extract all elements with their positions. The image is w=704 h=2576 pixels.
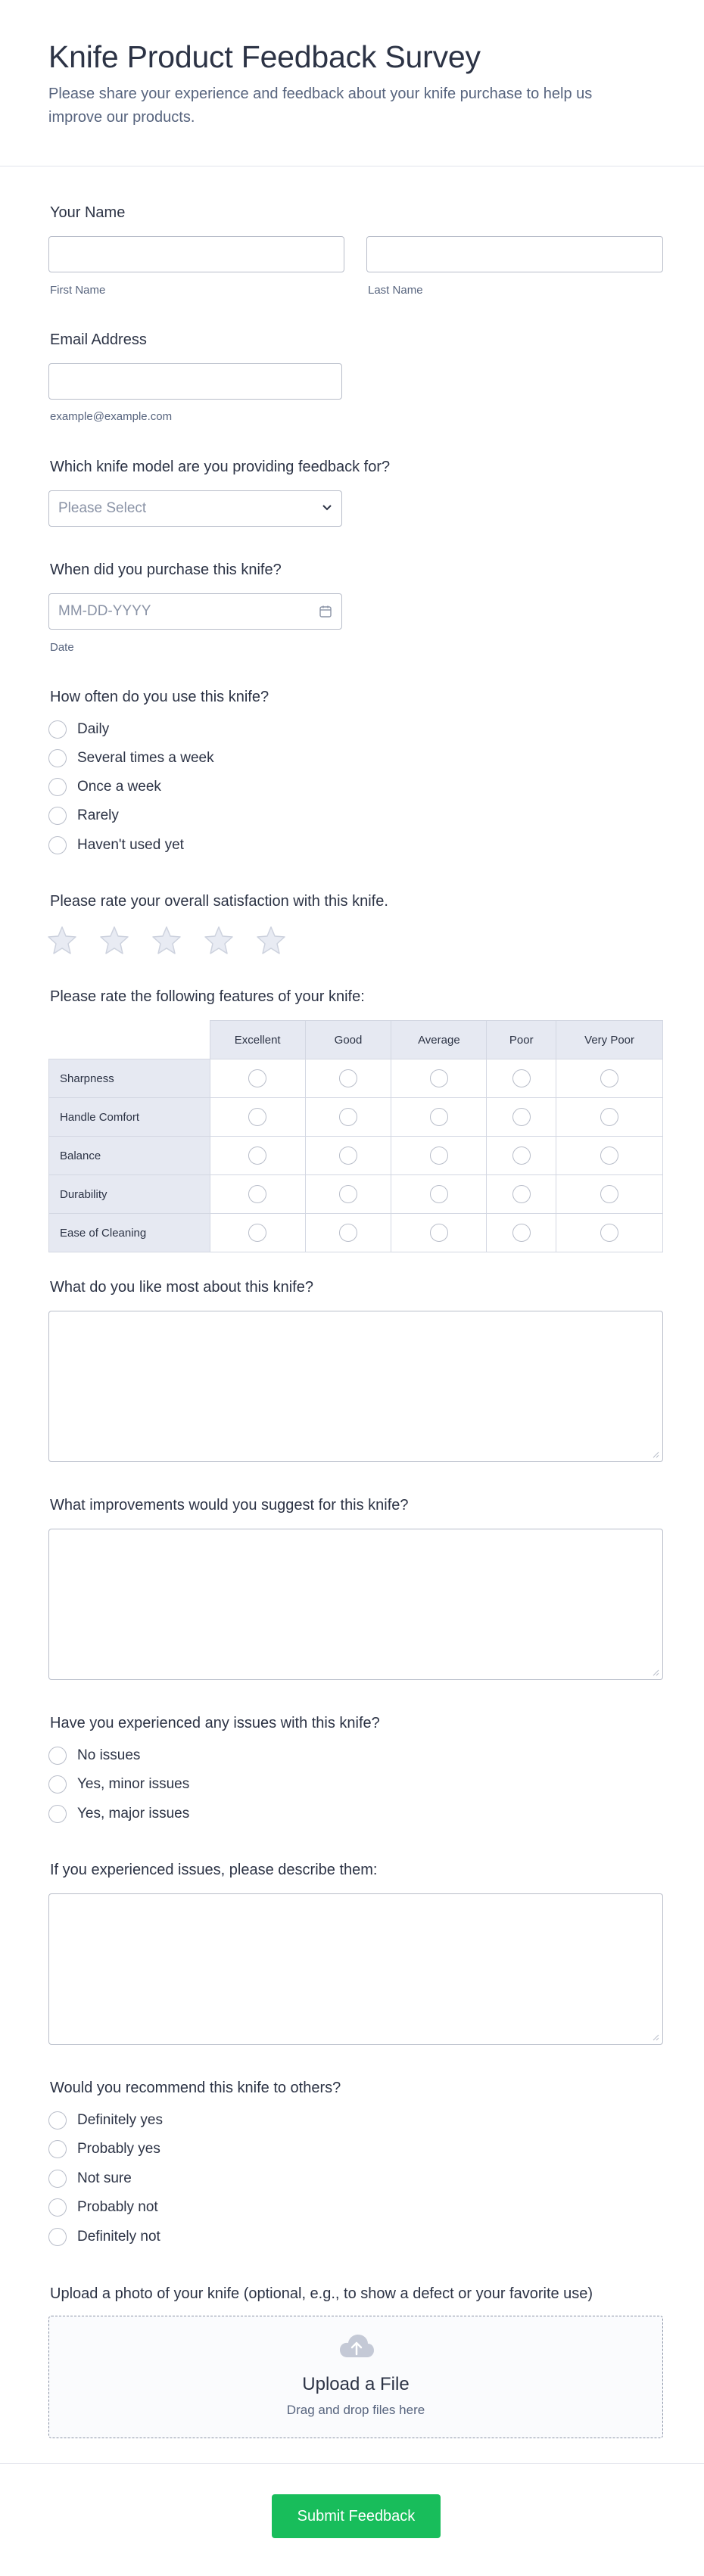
matrix-radio[interactable] [512,1224,531,1242]
purchase-date-placeholder: MM-DD-YYYY [58,603,151,619]
matrix-radio[interactable] [248,1069,266,1087]
upload-subtitle: Drag and drop files here [286,2403,425,2417]
recommend-option-label: Probably yes [77,2141,160,2157]
email-input[interactable] [48,363,342,400]
matrix-radio[interactable] [512,1069,531,1087]
first-name-input[interactable] [48,236,344,272]
matrix-row-label: Handle Comfort [49,1098,210,1137]
first-name-sublabel: First Name [50,284,106,297]
issues-option[interactable] [48,1774,189,1795]
star-icon[interactable] [99,925,129,955]
matrix-radio[interactable] [339,1069,357,1087]
model-select[interactable] [48,490,342,527]
issues-option[interactable] [48,1745,140,1766]
calendar-icon[interactable] [319,605,332,618]
matrix-radio[interactable] [600,1069,618,1087]
recommend-option-label: Definitely yes [77,2112,163,2128]
resize-grip-icon[interactable] [652,2033,659,2041]
recommend-option[interactable] [48,2110,163,2131]
radio-button[interactable] [48,749,67,767]
recommend-option-label: Not sure [77,2170,132,2186]
resize-grip-icon[interactable] [652,1669,659,1676]
frequency-option[interactable] [48,835,184,856]
like-most-label: What do you like most about this knife? [50,1279,313,1296]
radio-button[interactable] [48,2111,67,2130]
radio-button[interactable] [48,2170,67,2188]
frequency-option-label: Haven't used yet [77,837,184,853]
star-icon[interactable] [204,925,234,955]
matrix-column-header: Poor [487,1021,556,1059]
radio-button[interactable] [48,2198,67,2217]
issues-option-label: Yes, minor issues [77,1776,190,1792]
frequency-option-label: Daily [77,721,110,737]
purchase-label: When did you purchase this knife? [50,562,282,578]
improvements-label: What improvements would you suggest for this knife? [50,1497,409,1514]
matrix-radio[interactable] [430,1185,448,1203]
model-select-placeholder: Please Select [58,500,147,516]
matrix-radio[interactable] [248,1185,266,1203]
purchase-date-input[interactable] [48,593,342,630]
file-upload-dropzone[interactable] [48,2316,663,2438]
submit-button[interactable]: Submit Feedback [272,2494,441,2538]
issues-option-label: No issues [77,1747,141,1763]
like-most-textarea[interactable] [48,1311,663,1462]
chevron-down-icon [322,504,332,512]
matrix-row-label: Durability [49,1175,210,1214]
radio-button[interactable] [48,807,67,825]
email-sublabel: example@example.com [50,410,173,423]
matrix-column-header: Good [305,1021,391,1059]
rating-label: Please rate your overall satisfaction with this knife. [50,893,388,910]
matrix-radio[interactable] [512,1108,531,1126]
last-name-sublabel: Last Name [368,284,423,297]
matrix-radio[interactable] [430,1146,448,1165]
issues-option-label: Yes, major issues [77,1806,190,1822]
matrix-column-header: Excellent [210,1021,305,1059]
matrix-row-label: Ease of Cleaning [49,1214,210,1252]
radio-button[interactable] [48,836,67,854]
matrix-row [49,1098,663,1137]
matrix-row-label: Balance [49,1137,210,1175]
star-icon[interactable] [47,925,77,955]
matrix-radio[interactable] [430,1224,448,1242]
frequency-option-label: Rarely [77,807,119,823]
recommend-option-label: Probably not [77,2199,158,2215]
issues-option[interactable] [48,1803,189,1825]
frequency-option-label: Once a week [77,779,161,795]
recommend-option[interactable] [48,2139,160,2160]
recommend-option[interactable] [48,2197,158,2218]
radio-button[interactable] [48,1747,67,1765]
matrix-radio[interactable] [512,1146,531,1165]
form-body [0,166,704,2417]
form-footer [0,2463,704,2576]
describe-label: If you experienced issues, please describe them: [50,1862,378,1878]
page-subtitle: Please share your experience and feedback about your knife purchase to help us improve our products. [48,86,593,126]
issues-label: Have you experienced any issues with this knife? [50,1715,380,1731]
describe-textarea[interactable] [48,1893,663,2045]
improvements-textarea[interactable] [48,1529,663,1680]
matrix-radio[interactable] [339,1185,357,1203]
frequency-option[interactable] [48,805,119,826]
cloud-upload-icon [338,2333,375,2360]
frequency-option[interactable] [48,776,161,798]
matrix-column-header: Very Poor [556,1021,663,1059]
radio-button[interactable] [48,720,67,739]
form-header [0,0,704,166]
recommend-option-label: Definitely not [77,2229,160,2245]
star-rating [47,925,319,958]
matrix-radio[interactable] [512,1185,531,1203]
frequency-label: How often do you use this knife? [50,689,269,705]
radio-button[interactable] [48,2140,67,2158]
resize-grip-icon[interactable] [652,1451,659,1458]
star-icon[interactable] [256,925,286,955]
upload-label: Upload a photo of your knife (optional, e.g., to show a defect or your favorite use) [50,2285,593,2302]
radio-button[interactable] [48,1805,67,1823]
matrix-radio[interactable] [339,1108,357,1126]
matrix-row [49,1137,663,1175]
matrix-radio[interactable] [339,1224,357,1242]
matrix-radio[interactable] [600,1185,618,1203]
frequency-option[interactable] [48,719,109,740]
recommend-option[interactable] [48,2168,132,2189]
matrix-column-header: Average [391,1021,487,1059]
matrix-radio[interactable] [430,1108,448,1126]
matrix-row [49,1214,663,1252]
recommend-label: Would you recommend this knife to others? [50,2080,341,2096]
radio-button[interactable] [48,778,67,796]
matrix-radio[interactable] [600,1224,618,1242]
email-label: Email Address [50,331,147,348]
frequency-option-label: Several times a week [77,750,214,766]
last-name-input[interactable] [366,236,663,272]
radio-button[interactable] [48,1775,67,1794]
recommend-option[interactable] [48,2226,160,2248]
frequency-option[interactable] [48,748,214,769]
matrix-radio[interactable] [600,1108,618,1126]
purchase-sublabel: Date [50,641,74,654]
matrix-radio[interactable] [600,1146,618,1165]
matrix-radio[interactable] [248,1224,266,1242]
matrix-row-label: Sharpness [49,1059,210,1098]
radio-button[interactable] [48,2228,67,2246]
matrix-radio[interactable] [248,1108,266,1126]
matrix-row [49,1175,663,1214]
name-label: Your Name [50,204,126,221]
features-matrix [48,1020,663,1252]
upload-title: Upload a File [302,2374,410,2394]
model-label: Which knife model are you providing feedback for? [50,459,391,475]
page-title: Knife Product Feedback Survey [48,39,481,74]
matrix-radio[interactable] [430,1069,448,1087]
features-label: Please rate the following features of your knife: [50,988,365,1005]
matrix-radio[interactable] [248,1146,266,1165]
matrix-radio[interactable] [339,1146,357,1165]
matrix-row [49,1059,663,1098]
star-icon[interactable] [151,925,182,955]
matrix-corner [49,1021,210,1059]
